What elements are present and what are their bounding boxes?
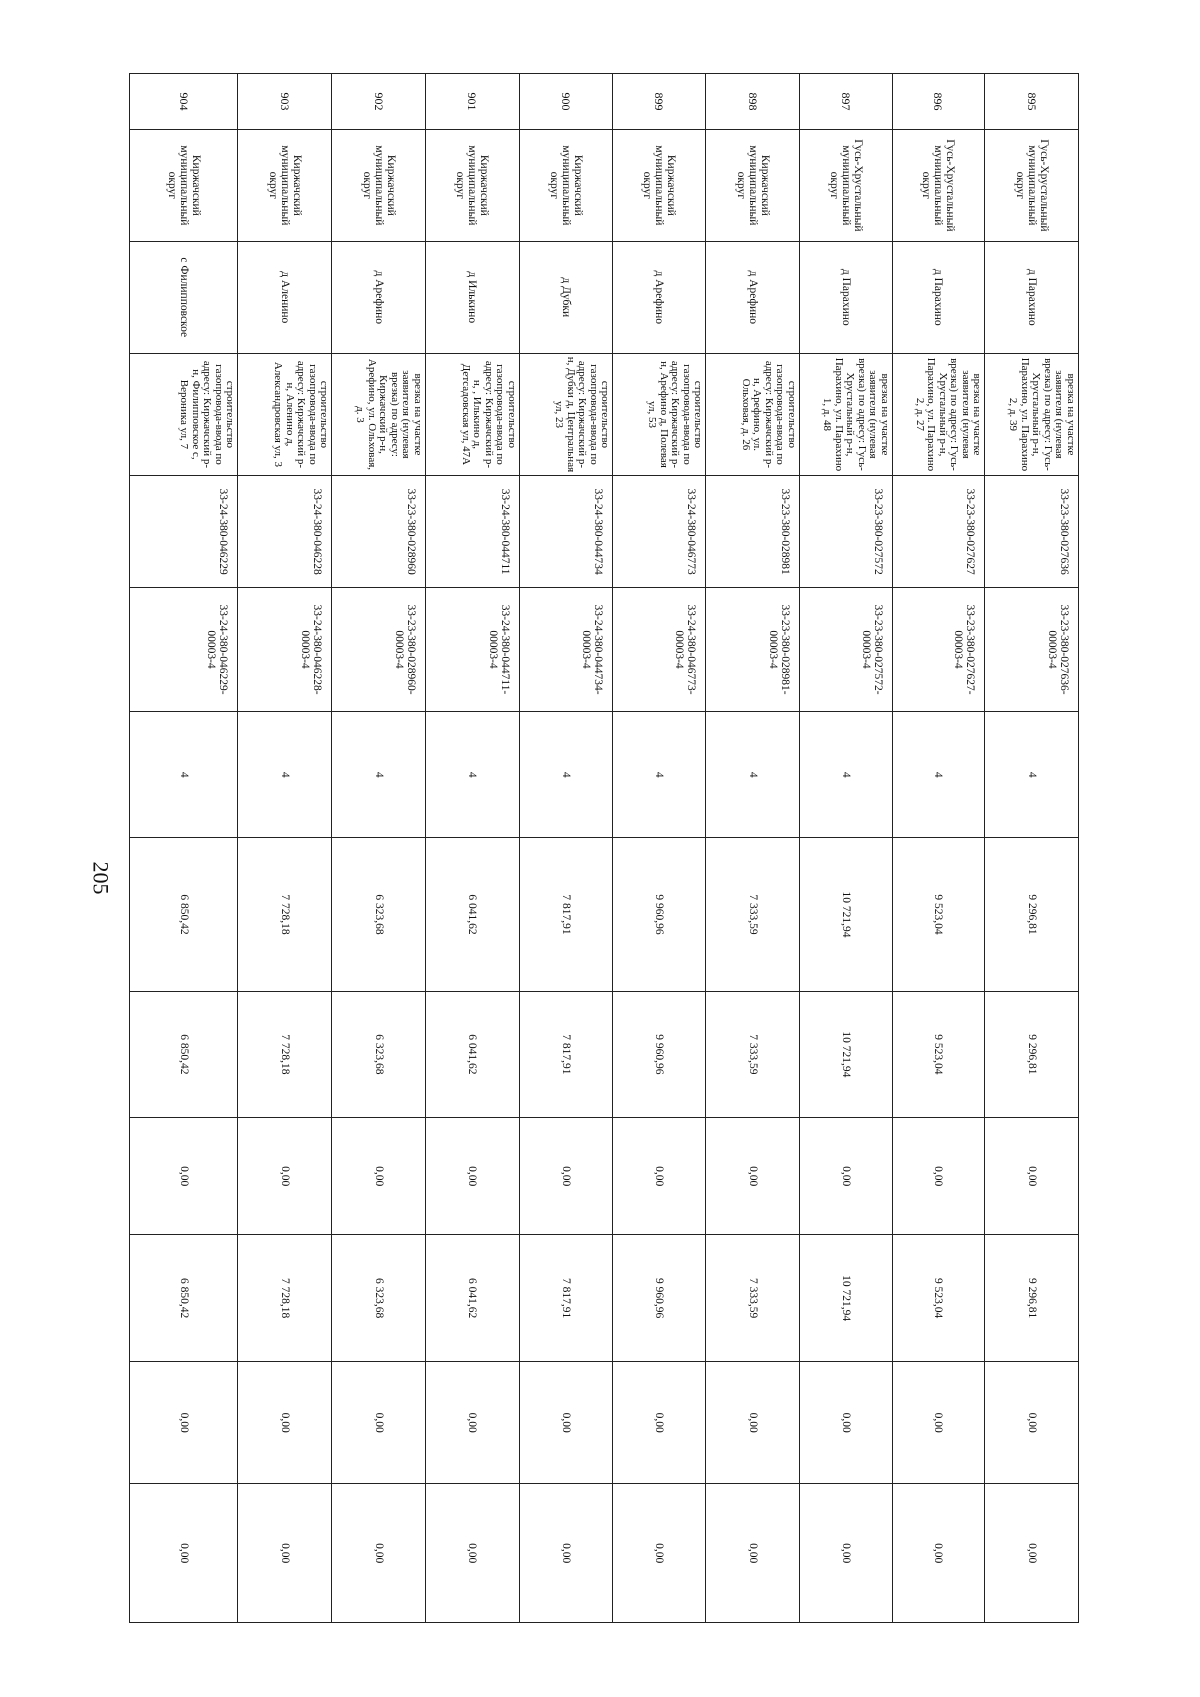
amount-col-4: 7 728,18 <box>238 1235 332 1362</box>
row-number: 900 <box>519 74 613 130</box>
cadastral-number: 33-24-380-044711 <box>425 476 519 588</box>
locality-name: д Арефино <box>613 241 706 353</box>
amount-col-4: 9 960,96 <box>613 1235 706 1362</box>
amount-col-2: 9 523,04 <box>892 991 985 1118</box>
amount-col-5: 0,00 <box>706 1361 800 1484</box>
category-value: 4 <box>425 711 519 838</box>
amount-col-3: 0,00 <box>130 1118 238 1235</box>
application-id: 33-23-380-027627-00003-4 <box>892 588 985 712</box>
cadastral-number: 33-24-380-046228 <box>238 476 332 588</box>
amount-total: 6 850,42 <box>130 838 238 991</box>
amount-total: 10 721,94 <box>799 838 892 991</box>
table-row <box>519 74 613 1623</box>
application-id: 33-24-380-044734-00003-4 <box>519 588 613 712</box>
category-value: 4 <box>985 711 1079 838</box>
amount-col-4: 7 333,59 <box>706 1235 800 1362</box>
amount-col-3: 0,00 <box>332 1118 426 1235</box>
table-row <box>130 74 238 1623</box>
application-id: 33-24-380-046229-00003-4 <box>130 588 238 712</box>
district-name: Киржачский муниципальный округ <box>130 129 238 241</box>
amount-total: 9 523,04 <box>892 838 985 991</box>
district-name: Киржачский муниципальный округ <box>613 129 706 241</box>
row-number: 904 <box>130 74 238 130</box>
cadastral-number: 33-23-380-027636 <box>985 476 1079 588</box>
amount-total: 7 817,91 <box>519 838 613 991</box>
amount-col-6: 0,00 <box>130 1484 238 1623</box>
cadastral-number: 33-23-380-027627 <box>892 476 985 588</box>
amount-col-4: 6 323,68 <box>332 1235 426 1362</box>
amount-col-5: 0,00 <box>613 1361 706 1484</box>
category-value: 4 <box>332 711 426 838</box>
application-id: 33-23-380-028960-00003-4 <box>332 588 426 712</box>
district-name: Киржачский муниципальный округ <box>425 129 519 241</box>
locality-name: д Арефино <box>332 241 426 353</box>
page-number: 205 <box>88 861 113 895</box>
amount-col-5: 0,00 <box>130 1361 238 1484</box>
table-body <box>130 74 1079 1623</box>
row-number: 895 <box>985 74 1079 130</box>
address-text: строительство газопровода-ввода по адресу: Киржачский р-н, Дубки д, Центральная ул, 23 <box>519 353 613 476</box>
amount-col-4: 9 296,81 <box>985 1235 1079 1362</box>
application-id: 33-23-380-027572-00003-4 <box>799 588 892 712</box>
row-number: 899 <box>613 74 706 130</box>
category-value: 4 <box>799 711 892 838</box>
amount-col-4: 7 817,91 <box>519 1235 613 1362</box>
amount-col-6: 0,00 <box>613 1484 706 1623</box>
address-text: строительство газопровода-ввода по адресу: Киржачский р-н, , Илькино д, Детсадовская ул, 47А <box>425 353 519 476</box>
amount-col-3: 0,00 <box>892 1118 985 1235</box>
amount-col-6: 0,00 <box>892 1484 985 1623</box>
amount-col-2: 6 850,42 <box>130 991 238 1118</box>
category-value: 4 <box>892 711 985 838</box>
category-value: 4 <box>238 711 332 838</box>
amount-col-2: 9 960,96 <box>613 991 706 1118</box>
category-value: 4 <box>706 711 800 838</box>
district-name: Гусь-Хрустальный муниципальный округ <box>985 129 1079 241</box>
amount-col-4: 9 523,04 <box>892 1235 985 1362</box>
district-name: Киржачский муниципальный округ <box>706 129 800 241</box>
district-name: Гусь-Хрустальный муниципальный округ <box>892 129 985 241</box>
rotated-table-container <box>129 73 1079 1623</box>
table-row <box>425 74 519 1623</box>
cadastral-number: 33-23-380-027572 <box>799 476 892 588</box>
amount-total: 7 728,18 <box>238 838 332 991</box>
amount-col-5: 0,00 <box>332 1361 426 1484</box>
amount-col-2: 7 817,91 <box>519 991 613 1118</box>
amount-col-6: 0,00 <box>238 1484 332 1623</box>
amount-col-2: 6 041,62 <box>425 991 519 1118</box>
application-id: 33-23-380-028981-00003-4 <box>706 588 800 712</box>
amount-col-5: 0,00 <box>425 1361 519 1484</box>
amount-col-2: 7 333,59 <box>706 991 800 1118</box>
amount-col-2: 7 728,18 <box>238 991 332 1118</box>
amount-col-6: 0,00 <box>706 1484 800 1623</box>
address-text: врезка на участке заявителя (нулевая врезка) по адресу: Киржачский р-н, Арефино, ул. Ольховая, д. 3 <box>332 353 426 476</box>
application-id: 33-24-380-046228-00003-4 <box>238 588 332 712</box>
amount-col-5: 0,00 <box>519 1361 613 1484</box>
cadastral-number: 33-24-380-046773 <box>613 476 706 588</box>
amount-col-3: 0,00 <box>519 1118 613 1235</box>
row-number: 902 <box>332 74 426 130</box>
application-id: 33-24-380-044711-00003-4 <box>425 588 519 712</box>
amount-col-3: 0,00 <box>238 1118 332 1235</box>
amount-col-5: 0,00 <box>238 1361 332 1484</box>
district-name: Киржачский муниципальный округ <box>332 129 426 241</box>
table-row <box>238 74 332 1623</box>
address-text: строительство газопровода-ввода по адресу: Киржачский р-н, Аленино д, Александровская ул, 3 <box>238 353 332 476</box>
amount-col-6: 0,00 <box>985 1484 1079 1623</box>
locality-name: д Парахино <box>799 241 892 353</box>
category-value: 4 <box>130 711 238 838</box>
cadastral-number: 33-24-380-046229 <box>130 476 238 588</box>
amount-col-6: 0,00 <box>519 1484 613 1623</box>
amount-col-2: 6 323,68 <box>332 991 426 1118</box>
address-text: врезка на участке заявителя (нулевая врезка) по адресу: Гусь-Хрустальный р-н, Парахино, ул. Парахино 2, д. 27 <box>892 353 985 476</box>
amount-col-4: 6 041,62 <box>425 1235 519 1362</box>
amount-col-6: 0,00 <box>332 1484 426 1623</box>
district-name: Гусь-Хрустальный муниципальный округ <box>799 129 892 241</box>
amount-total: 9 296,81 <box>985 838 1079 991</box>
cadastral-number: 33-23-380-028981 <box>706 476 800 588</box>
locality-name: д Парахино <box>892 241 985 353</box>
row-number: 896 <box>892 74 985 130</box>
amount-col-3: 0,00 <box>425 1118 519 1235</box>
category-value: 4 <box>613 711 706 838</box>
amount-total: 9 960,96 <box>613 838 706 991</box>
locality-name: д Дубки <box>519 241 613 353</box>
locality-name: с Филипповское <box>130 241 238 353</box>
table-row <box>332 74 426 1623</box>
amount-col-3: 0,00 <box>985 1118 1079 1235</box>
amount-col-3: 0,00 <box>706 1118 800 1235</box>
amount-col-6: 0,00 <box>799 1484 892 1623</box>
address-text: строительство газопровода-ввода по адресу: Киржачский р-н, Филипповское с, Вероника ул, 7 <box>130 353 238 476</box>
amount-total: 6 323,68 <box>332 838 426 991</box>
amount-col-3: 0,00 <box>799 1118 892 1235</box>
amount-total: 7 333,59 <box>706 838 800 991</box>
amount-col-4: 6 850,42 <box>130 1235 238 1362</box>
amount-col-2: 10 721,94 <box>799 991 892 1118</box>
amount-col-2: 9 296,81 <box>985 991 1079 1118</box>
application-id: 33-24-380-046773-00003-4 <box>613 588 706 712</box>
district-name: Киржачский муниципальный округ <box>238 129 332 241</box>
amount-col-5: 0,00 <box>892 1361 985 1484</box>
row-number: 903 <box>238 74 332 130</box>
amount-col-5: 0,00 <box>799 1361 892 1484</box>
data-table <box>129 73 1079 1623</box>
locality-name: д Арефино <box>706 241 800 353</box>
district-name: Киржачский муниципальный округ <box>519 129 613 241</box>
address-text: строительство газопровода-ввода по адресу: Киржачский р-н, Арефино, ул. Ольховая, д. 26 <box>706 353 800 476</box>
locality-name: д Аленино <box>238 241 332 353</box>
application-id: 33-23-380-027636-00003-4 <box>985 588 1079 712</box>
address-text: врезка на участке заявителя (нулевая врезка) по адресу: Гусь-Хрустальный р-н, Парахино, ул. Парахино 2, д. 39 <box>985 353 1079 476</box>
table-row <box>799 74 892 1623</box>
amount-col-3: 0,00 <box>613 1118 706 1235</box>
row-number: 898 <box>706 74 800 130</box>
table-row <box>706 74 800 1623</box>
row-number: 901 <box>425 74 519 130</box>
table-row <box>985 74 1079 1623</box>
row-number: 897 <box>799 74 892 130</box>
cadastral-number: 33-24-380-044734 <box>519 476 613 588</box>
cadastral-number: 33-23-380-028960 <box>332 476 426 588</box>
amount-col-6: 0,00 <box>425 1484 519 1623</box>
address-text: врезка на участке заявителя (нулевая врезка) по адресу: Гусь-Хрустальный р-н, Парахино, ул. Парахино 1, д. 48 <box>799 353 892 476</box>
table-row <box>892 74 985 1623</box>
table-row <box>613 74 706 1623</box>
amount-total: 6 041,62 <box>425 838 519 991</box>
locality-name: д Парахино <box>985 241 1079 353</box>
locality-name: д Илькино <box>425 241 519 353</box>
amount-col-5: 0,00 <box>985 1361 1079 1484</box>
amount-col-4: 10 721,94 <box>799 1235 892 1362</box>
address-text: строительство газопровода-ввода по адресу: Киржачский р-н, Арефино д, Полевая ул, 53 <box>613 353 706 476</box>
category-value: 4 <box>519 711 613 838</box>
